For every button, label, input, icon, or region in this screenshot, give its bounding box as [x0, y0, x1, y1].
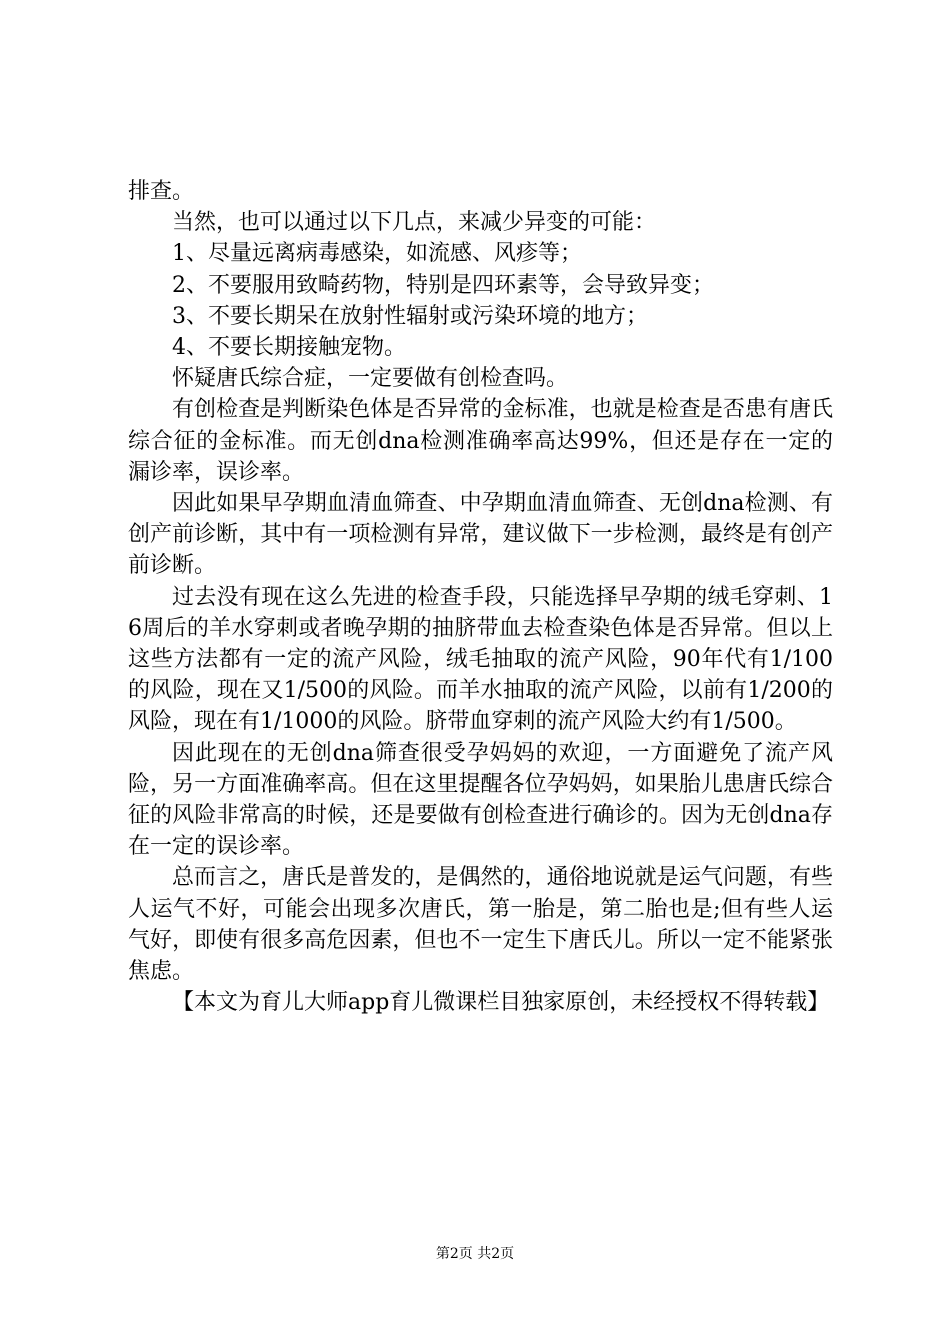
list-item-1: 1、尽量远离病毒感染，如流感、风疹等；: [172, 241, 582, 267]
paragraph-continuation: 排查。: [128, 179, 195, 204]
paragraph-intro: 当然，也可以通过以下几点，来减少异变的可能：: [172, 210, 657, 236]
copyright-notice: 【本文为育儿大师app育儿微课栏目独家原创，未经授权不得转载】: [172, 990, 830, 1016]
page-number: 第2页 共2页: [435, 1246, 515, 1262]
paragraph-screening-advice: 因此如果早孕期血清血筛查、中孕期血清血筛查、无创dna检测、有创产前诊断，其中有一项检测有异常，建议做下一步检测，最终是有创产前诊断。: [128, 491, 833, 579]
paragraph-history: 过去没有现在这么先进的检查手段，只能选择早孕期的绒毛穿刺、16周后的羊水穿刺或者晚孕期的抽脐带血去检查染色体是否异常。但以上这些方法都有一定的流产风险，绒毛抽取的流产风险，90年代有1/100的风险，现在又1/500的风险。而羊水抽取的流产风险，以前有1/200的风险，现在有1/1000的风险。脐带血穿刺的流产风险大约有1/500。: [128, 584, 833, 735]
list-item-2: 2、不要服用致畸药物，特别是四环素等，会导致异变；: [172, 272, 714, 298]
section-question: 怀疑唐氏综合症，一定要做有创检查吗。: [172, 366, 569, 392]
document-body: [128, 176, 833, 1018]
paragraph-noninvasive: 因此现在的无创dna筛查很受孕妈妈的欢迎，一方面避免了流产风险，另一方面准确率高。但在这里提醒各位孕妈妈，如果胎儿患唐氏综合征的风险非常高的时候，还是要做有创检查进行确诊的。因为无创dna存在一定的误诊率。: [128, 740, 833, 860]
paragraph-conclusion: 总而言之，唐氏是普发的，是偶然的，通俗地说就是运气问题，有些人运气不好，可能会出现多次唐氏，第一胎是，第二胎也是;但有些人运气好，即使有很多高危因素，但也不一定生下唐氏儿。所以一定不能紧张焦虑。: [128, 865, 833, 985]
paragraph-invasive-test: 有创检查是判断染色体是否异常的金标准，也就是检查是否患有唐氏综合征的金标准。而无创dna检测准确率高达99%，但还是存在一定的漏诊率，误诊率。: [128, 397, 833, 485]
list-item-4: 4、不要长期接触宠物。: [172, 335, 406, 361]
list-item-3: 3、不要长期呆在放射性辐射或污染环境的地方；: [172, 303, 648, 329]
